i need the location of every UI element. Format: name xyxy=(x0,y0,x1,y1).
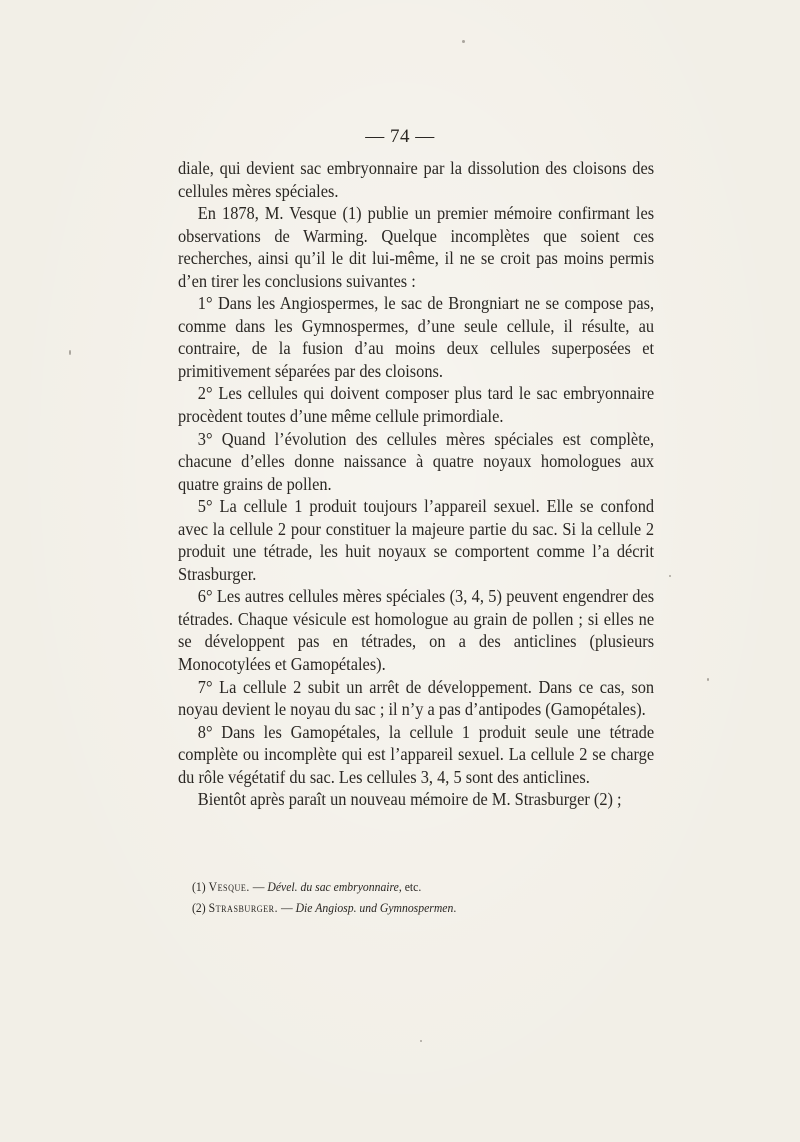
footnotes xyxy=(192,876,624,918)
footnote-mark: (1) xyxy=(192,879,206,894)
footnote-author: Strasburger. xyxy=(208,900,279,915)
paragraph-4: 2° Les cellules qui doivent composer plus tard le sac embryonnaire procèdent toutes d’une même cellule primordiale. xyxy=(178,383,655,427)
paragraph-1: diale, qui devient sac embryonnaire par la dissolution des cloisons des cellules mères spéciales. xyxy=(178,158,655,201)
paper-speck xyxy=(420,1040,422,1042)
paper-speck xyxy=(462,40,465,43)
footnote-title: Die Angiosp. und Gymnospermen xyxy=(295,900,454,915)
footnote-2 xyxy=(192,897,624,918)
paragraph-2: En 1878, M. Vesque (1) publie un premier mémoire confirmant les observations de Warming. Quelque incomplètes que soient ces recherches, ainsi qu’il le dit lui-même, il ne se croit pas moins permis d’en tirer les conclusions suivantes : xyxy=(178,203,655,291)
footnote-1 xyxy=(192,876,624,897)
paragraph-9: 8° Dans les Gamopétales, la cellule 1 produit seule une tétrade complète ou incomplète qui est l’appareil sexuel. La cellule 2 se charge du rôle végétatif du sac. Les cellules 3, 4, 5 sont des anticlines. xyxy=(178,721,655,787)
footnote-title: Dével. du sac embryonnaire xyxy=(267,879,399,894)
paragraph-7: 6° Les autres cellules mères spéciales (3, 4, 5) peuvent engendrer des tétrades. Chaque vésicule est homologue au grain de pollen ; si elles ne se développent pas en tétrades, on a des anticlines (plusieurs Monocotylées et Gamopétales). xyxy=(178,586,655,675)
footnote-tail: , etc. xyxy=(398,879,422,894)
paragraph-5: 3° Quand l’évolution des cellules mères spéciales est complète, chacune d’elles donne naissance à quatre noyaux homologues aux quatre grains de pollen. xyxy=(178,428,655,494)
paragraph-8: 7° La cellule 2 subit un arrêt de développement. Dans ce cas, son noyau devient le noyau du sac ; il n’y a pas d’antipodes (Gamopétales). xyxy=(178,676,655,720)
page-number: — 74 — xyxy=(365,126,435,147)
footnote-tail: . xyxy=(453,900,457,915)
paper-speck xyxy=(669,575,671,577)
paragraph-10: Bientôt après paraît un nouveau mémoire de M. Strasburger (2) ; xyxy=(197,789,622,810)
paper-speck xyxy=(707,678,709,681)
footnote-mark: (2) xyxy=(192,900,206,915)
paper-speck xyxy=(69,350,71,355)
footnote-separator: — xyxy=(278,900,296,915)
paragraph-3: 1° Dans les Angiospermes, le sac de Brongniart ne se compose pas, comme dans les Gymnospermes, d’une seule cellule, il résulte, au contraire, de la fusion d’au moins deux cellules superposées et primitivement séparées par des cloisons. xyxy=(178,293,655,381)
body-text xyxy=(178,157,654,811)
paragraph-6: 5° La cellule 1 produit toujours l’appareil sexuel. Elle se confond avec la cellule 2 pour constituer la majeure partie du sac. Si la cellule 2 produit une tétrade, les huit noyaux se comportent comme l’a décrit Strasburger. xyxy=(178,496,655,584)
footnote-separator: — xyxy=(249,879,268,894)
footnote-author: Vesque. xyxy=(208,879,250,894)
